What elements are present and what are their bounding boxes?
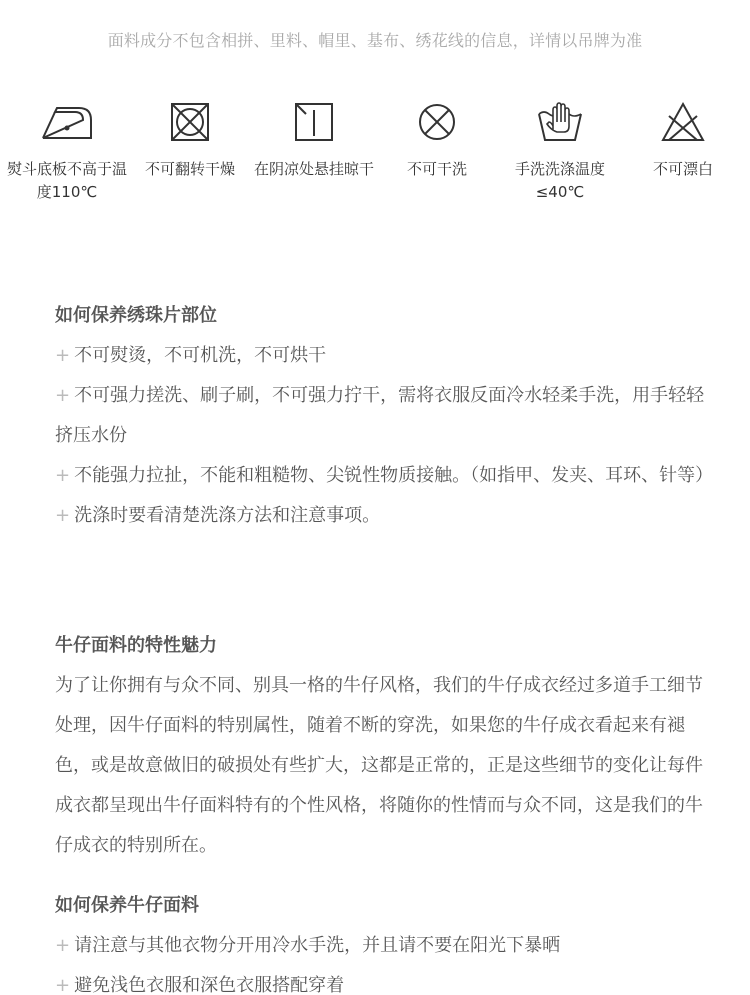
section-title: 牛仔面料的特性魅力 bbox=[55, 635, 217, 656]
care-label: 熨斗底板不高于温度110℃ bbox=[6, 160, 127, 201]
hand-wash-icon bbox=[498, 100, 622, 144]
list-item: + 避免浅色衣服和深色衣服搭配穿着 bbox=[55, 975, 345, 995]
care-item-dry-clean bbox=[375, 100, 499, 181]
care-item-tumble bbox=[128, 100, 252, 181]
list-item: + 洗涤时要看清楚洗涤方法和注意事项。 bbox=[55, 505, 381, 526]
section-title: 如何保养牛仔面料 bbox=[55, 895, 199, 916]
care-label: 不可翻转干燥 bbox=[144, 160, 235, 178]
plus-icon: + bbox=[55, 385, 71, 406]
care-label: 手洗洗涤温度≤40℃ bbox=[514, 160, 605, 201]
plus-icon: + bbox=[55, 345, 71, 366]
fabric-notice: 面料成分不包含相拼、里料、帽里、基布、绣花线的信息，详情以吊牌为准 bbox=[107, 31, 643, 50]
no-tumble-dry-icon bbox=[128, 100, 252, 144]
denim-care-section bbox=[55, 886, 705, 995]
care-label: 在阴凉处悬挂晾干 bbox=[253, 160, 374, 178]
care-item-iron bbox=[5, 100, 129, 204]
list-item: + 不可强力搓洗、刷子刷，不可强力拧干，需将衣服反面冷水轻柔手洗，用手轻轻挤压水份 bbox=[55, 385, 705, 446]
care-item-line-dry bbox=[252, 100, 376, 181]
section-body: 为了让你拥有与众不同、别具一格的牛仔风格，我们的牛仔成衣经过多道手工细节处理，因牛仔面料的特别属性，随着不断的穿洗，如果您的牛仔成衣看起来有褪色，或是故意做旧的破损处有些扩大，这都是正常的，正是这些细节的变化让每件成衣都呈现出牛仔面料特有的个性风格，将随你的性情而与众不同，这是我们的牛仔成衣的特别所在。 bbox=[55, 675, 703, 856]
care-label: 不可干洗 bbox=[406, 160, 467, 178]
care-label: 不可漂白 bbox=[652, 160, 713, 178]
section-title: 如何保养绣珠片部位 bbox=[55, 305, 217, 326]
sequin-care-section bbox=[55, 296, 714, 536]
list-item: + 不能强力拉扯，不能和粗糙物、尖锐性物质接触。（如指甲、发夹、耳环、针等） bbox=[55, 465, 714, 486]
list-item: + 请注意与其他衣物分开用冷水手洗，并且请不要在阳光下暴晒 bbox=[55, 935, 561, 956]
line-dry-shade-icon bbox=[252, 100, 376, 144]
plus-icon: + bbox=[55, 975, 71, 995]
plus-icon: + bbox=[55, 465, 71, 486]
care-item-hand-wash bbox=[498, 100, 622, 204]
list-item: + 不可熨烫，不可机洗，不可烘干 bbox=[55, 345, 327, 366]
plus-icon: + bbox=[55, 935, 71, 956]
no-dry-clean-icon bbox=[375, 100, 499, 144]
care-item-bleach bbox=[621, 100, 745, 181]
care-symbols-row bbox=[0, 100, 750, 220]
denim-charm-section bbox=[55, 626, 705, 866]
no-bleach-icon bbox=[621, 100, 745, 144]
iron-low-temp-icon bbox=[5, 100, 129, 144]
plus-icon: + bbox=[55, 505, 71, 526]
